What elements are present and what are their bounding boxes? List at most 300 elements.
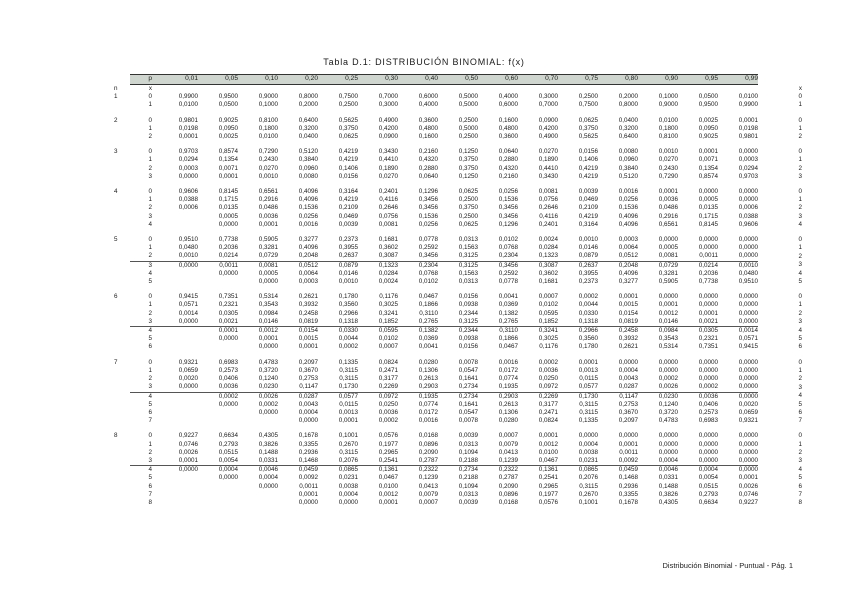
p-value-header: 0,90 <box>638 75 678 85</box>
probability-cell: 0,0500 <box>218 101 238 109</box>
probability-cell: 0,0000 <box>738 244 758 252</box>
probability-cell: 0,0001 <box>738 116 758 124</box>
probability-cell: 0,0000 <box>698 366 718 374</box>
probability-cell: 0,1715 <box>218 196 238 204</box>
p-value-header: 0,75 <box>558 75 598 85</box>
probability-cell <box>158 278 198 286</box>
probability-cell: 0,0000 <box>258 278 278 286</box>
x-value-right: 6 <box>798 343 802 351</box>
x-value: 2 <box>148 448 152 456</box>
probability-cell: 0,0102 <box>498 236 518 244</box>
probability-cell: 0,0486 <box>658 204 678 212</box>
probability-cell: 0,5000 <box>458 93 478 101</box>
probability-cell <box>198 499 238 507</box>
probability-cell: 0,0004 <box>338 490 358 498</box>
probability-cell: 0,0036 <box>658 196 678 204</box>
probability-cell: 0,3355 <box>298 440 318 448</box>
probability-cell: 0,0011 <box>619 448 638 456</box>
probability-cell: 0,0000 <box>738 317 758 325</box>
probability-cell: 0,1354 <box>218 156 238 164</box>
probability-cell: 0,2734 <box>438 466 478 475</box>
probability-cell: 0,3720 <box>658 408 678 416</box>
probability-cell: 0,0000 <box>698 432 718 440</box>
probability-cell: 0,0865 <box>318 466 358 475</box>
probability-cell: 0,7738 <box>218 236 238 244</box>
probability-cell: 0,0000 <box>738 456 758 464</box>
table-row <box>114 252 802 261</box>
probability-cell: 0,3670 <box>298 366 318 374</box>
probability-cell: 0,4116 <box>379 196 398 204</box>
probability-cell: 0,3932 <box>618 335 638 343</box>
x-value: 1 <box>148 301 152 309</box>
x-value-right: 3 <box>798 383 802 391</box>
probability-cell: 0,0146 <box>578 244 598 252</box>
probability-cell <box>158 392 198 401</box>
probability-cell <box>158 474 198 482</box>
probability-cell: 0,7500 <box>338 93 358 101</box>
probability-cell <box>158 327 198 336</box>
probability-cell: 0,0000 <box>738 375 758 383</box>
probability-cell: 0,0256 <box>498 188 518 196</box>
probability-cell: 0,9321 <box>738 417 758 425</box>
probability-cell: 0,3241 <box>378 309 398 317</box>
group-spacer <box>114 352 802 359</box>
table-row <box>114 499 802 507</box>
axis-label-row <box>114 85 802 94</box>
probability-cell: 0,3110 <box>419 309 438 317</box>
probability-cell: 0,7500 <box>578 101 598 109</box>
probability-cell: 0,0002 <box>658 375 678 383</box>
probability-cell: 0,4096 <box>618 212 638 220</box>
probability-cell: 0,2965 <box>378 448 398 456</box>
probability-cell: 0,0001 <box>378 498 398 506</box>
probability-cell: 0,0015 <box>618 301 638 309</box>
table-row <box>114 343 802 351</box>
probability-cell: 0,0400 <box>298 133 318 141</box>
x-label-right: x <box>798 84 802 92</box>
probability-cell <box>158 491 198 499</box>
table-row <box>114 204 802 212</box>
probability-cell: 0,9606 <box>738 220 758 228</box>
probability-cell: 0,1681 <box>378 236 398 244</box>
probability-cell: 0,1176 <box>539 343 558 351</box>
probability-cell: 0,3177 <box>378 375 398 383</box>
probability-cell: 0,9900 <box>178 93 198 101</box>
probability-cell: 0,5625 <box>578 133 598 141</box>
probability-cell: 0,2936 <box>618 482 638 490</box>
probability-cell: 0,0000 <box>218 400 238 408</box>
probability-cell: 0,1852 <box>538 317 558 325</box>
probability-cell: 0,3025 <box>378 301 398 309</box>
probability-cell: 0,2430 <box>658 164 678 172</box>
probability-cell: 0,0778 <box>498 278 518 286</box>
probability-cell: 0,0000 <box>698 244 718 252</box>
probability-cell: 0,0004 <box>658 456 678 464</box>
probability-cell: 0,0571 <box>738 335 758 343</box>
probability-cell: 0,0000 <box>218 220 238 228</box>
probability-cell: 0,0000 <box>658 293 678 301</box>
x-value: 1 <box>148 101 152 109</box>
probability-cell: 0,9703 <box>178 148 198 156</box>
probability-cell: 0,0287 <box>618 383 638 391</box>
probability-cell: 0,3840 <box>298 156 318 164</box>
probability-cell: 0,0081 <box>658 252 678 260</box>
table-row <box>114 270 802 278</box>
probability-cell: 0,2500 <box>338 101 358 109</box>
probability-cell: 0,0000 <box>698 456 718 464</box>
table-row <box>114 449 802 457</box>
x-value: 0 <box>148 236 152 244</box>
probability-cell: 0,1361 <box>518 466 558 475</box>
probability-cell: 0,0305 <box>678 327 718 336</box>
probability-cell: 0,1730 <box>558 392 598 401</box>
probability-cell <box>158 213 198 221</box>
probability-cell: 0,0950 <box>218 124 238 132</box>
probability-cell: 0,7290 <box>258 148 278 156</box>
probability-cell: 0,0746 <box>178 440 198 448</box>
table-row <box>114 101 802 109</box>
probability-cell: 0,2787 <box>418 456 438 464</box>
x-value-right: 7 <box>798 490 802 498</box>
header-blank-right <box>758 75 802 85</box>
probability-cell: 0,4783 <box>658 417 678 425</box>
probability-cell: 0,0001 <box>298 490 318 498</box>
probability-cell: 0,6000 <box>418 93 438 101</box>
probability-cell: 0,9025 <box>698 133 718 141</box>
probability-cell: 0,1147 <box>299 383 318 391</box>
probability-cell: 0,3560 <box>338 301 358 309</box>
probability-cell: 0,8145 <box>218 188 238 196</box>
probability-cell: 0,0313 <box>458 278 478 286</box>
probability-cell: 0,0950 <box>698 124 718 132</box>
x-value: 0 <box>148 148 152 156</box>
probability-cell: 0,2471 <box>378 366 398 374</box>
probability-cell: 0,4219 <box>338 156 358 164</box>
table-row <box>114 457 802 466</box>
probability-cell: 0,3115 <box>579 408 598 416</box>
table-row <box>114 125 802 133</box>
x-value-right: 0 <box>798 148 802 156</box>
x-value-right: 1 <box>798 366 802 374</box>
probability-cell: 0,0000 <box>178 317 198 325</box>
probability-cell: 0,0250 <box>538 375 558 383</box>
table-row <box>114 196 802 204</box>
table-row <box>114 221 802 229</box>
probability-cell: 0,0002 <box>578 293 598 301</box>
probability-cell: 0,3602 <box>538 269 558 277</box>
probability-cell: 0,0230 <box>258 383 278 391</box>
probability-cell: 0,0100 <box>538 448 558 456</box>
probability-cell: 0,0900 <box>378 133 398 141</box>
probability-cell: 0,0459 <box>598 466 638 475</box>
probability-cell: 0,0001 <box>538 432 558 440</box>
probability-cell: 0,0013 <box>338 408 358 416</box>
x-value: 0 <box>148 293 152 301</box>
probability-cell: 0,9801 <box>738 133 758 141</box>
probability-cell: 0,2160 <box>418 148 438 156</box>
probability-cell <box>238 417 278 425</box>
probability-cell: 0,2966 <box>558 327 598 336</box>
probability-cell: 0,0007 <box>498 432 518 440</box>
probability-cell: 0,3125 <box>458 252 478 260</box>
probability-cell: 0,2373 <box>338 236 358 244</box>
x-value: 2 <box>148 164 152 172</box>
probability-cell: 0,3456 <box>498 212 518 220</box>
probability-cell: 0,0230 <box>638 392 678 401</box>
probability-cell: 0,1239 <box>498 456 518 464</box>
probability-cell: 0,8574 <box>698 172 718 180</box>
page-footer: Distribución Binomial - Puntual - Pág. 1 <box>662 561 793 570</box>
probability-cell: 0,0081 <box>378 220 398 228</box>
probability-cell: 0,0000 <box>658 440 678 448</box>
probability-cell: 0,1250 <box>458 172 478 180</box>
probability-cell: 0,2188 <box>458 474 478 482</box>
probability-cell: 0,0577 <box>578 383 598 391</box>
x-value: 2 <box>148 252 152 260</box>
probability-cell: 0,2541 <box>538 474 558 482</box>
probability-cell: 0,0000 <box>298 498 318 506</box>
probability-cell: 0,0081 <box>238 261 278 270</box>
probability-cell <box>198 417 238 425</box>
probability-cell: 0,3115 <box>339 448 358 456</box>
probability-cell: 0,1563 <box>458 244 478 252</box>
probability-cell: 0,0000 <box>738 383 758 391</box>
probability-cell: 0,0002 <box>258 400 278 408</box>
probability-cell: 0,0729 <box>258 252 278 260</box>
probability-cell: 0,0000 <box>218 269 238 277</box>
probability-cell: 0,0020 <box>738 400 758 408</box>
probability-cell: 0,9227 <box>738 498 758 506</box>
probability-cell: 0,2109 <box>338 204 358 212</box>
probability-cell: 0,3600 <box>498 133 518 141</box>
probability-cell: 0,0879 <box>578 252 598 260</box>
p-value-header: 0,80 <box>598 75 638 85</box>
probability-cell: 0,3456 <box>498 204 518 212</box>
probability-cell: 0,8000 <box>618 101 638 109</box>
probability-cell: 0,1488 <box>258 448 278 456</box>
probability-cell: 0,0480 <box>738 269 758 277</box>
probability-cell: 0,0146 <box>258 317 278 325</box>
probability-cell: 0,0413 <box>498 448 518 456</box>
probability-cell: 0,0004 <box>578 440 598 448</box>
probability-cell: 0,6561 <box>258 188 278 196</box>
table-row <box>114 466 802 475</box>
x-value: 4 <box>130 466 158 475</box>
probability-cell: 0,0001 <box>298 343 318 351</box>
probability-cell: 0,0168 <box>418 432 438 440</box>
probability-cell: 0,1094 <box>458 448 478 456</box>
probability-cell: 0,5000 <box>458 101 478 109</box>
probability-cell: 0,2458 <box>298 309 318 317</box>
probability-cell: 0,0294 <box>738 164 758 172</box>
probability-cell: 0,0004 <box>618 366 638 374</box>
table-row <box>114 335 802 343</box>
probability-cell: 0,1715 <box>698 212 718 220</box>
probability-cell: 0,0960 <box>298 164 318 172</box>
probability-cell: 0,0214 <box>218 252 238 260</box>
probability-cell: 0,2000 <box>298 101 318 109</box>
probability-cell: 0,0469 <box>338 212 358 220</box>
x-value-right: 1 <box>798 156 802 164</box>
probability-cell: 0,0000 <box>738 252 758 260</box>
probability-cell: 0,0000 <box>338 498 358 506</box>
probability-cell: 0,0001 <box>658 188 678 196</box>
x-value: 0 <box>148 93 152 101</box>
probability-cell: 0,0005 <box>218 212 238 220</box>
probability-cell: 0,2646 <box>378 204 398 212</box>
probability-cell: 0,0004 <box>298 408 318 416</box>
probability-cell: 0,5120 <box>298 148 318 156</box>
x-value: 1 <box>148 440 152 448</box>
probability-cell: 0,3115 <box>579 400 598 408</box>
probability-cell: 0,0000 <box>738 293 758 301</box>
probability-cell: 0,2793 <box>698 490 718 498</box>
x-value-right: 3 <box>798 212 802 220</box>
x-value-right: 2 <box>798 204 802 212</box>
probability-cell: 0,0000 <box>738 448 758 456</box>
probability-cell: 0,1094 <box>458 482 478 490</box>
x-value: 1 <box>148 244 152 252</box>
probability-cell <box>198 343 238 351</box>
probability-cell: 0,4096 <box>298 188 318 196</box>
x-value: 2 <box>148 204 152 212</box>
probability-cell: 0,1935 <box>498 383 518 391</box>
probability-cell: 0,0330 <box>318 327 358 336</box>
x-value-right: 0 <box>798 236 802 244</box>
probability-cell: 0,0146 <box>658 317 678 325</box>
probability-cell: 0,0659 <box>738 408 758 416</box>
probability-cell: 0,0256 <box>618 196 638 204</box>
probability-cell: 0,0900 <box>538 116 558 124</box>
probability-cell: 0,2500 <box>458 196 478 204</box>
header-blank-n <box>114 75 130 85</box>
probability-cell: 0,4219 <box>338 196 358 204</box>
probability-cell: 0,0000 <box>578 432 598 440</box>
probability-cell: 0,0198 <box>178 124 198 132</box>
probability-cell: 0,2613 <box>498 400 518 408</box>
probability-cell: 0,0011 <box>299 482 318 490</box>
probability-cell: 0,1318 <box>578 317 598 325</box>
x-value-right: 4 <box>798 220 802 228</box>
probability-cell: 0,4096 <box>618 269 638 277</box>
probability-cell: 0,4219 <box>578 212 598 220</box>
probability-cell: 0,0000 <box>698 448 718 456</box>
probability-cell: 0,0512 <box>278 261 318 270</box>
probability-cell: 0,1536 <box>618 204 638 212</box>
probability-cell: 0,0044 <box>578 301 598 309</box>
probability-cell: 0,1318 <box>338 317 358 325</box>
probability-cell: 0,1240 <box>658 400 678 408</box>
probability-cell: 0,3750 <box>458 164 478 172</box>
x-value: 4 <box>130 392 158 401</box>
probability-cell: 0,3110 <box>478 327 518 336</box>
probability-cell: 0,0000 <box>178 172 198 180</box>
probability-cell: 0,1600 <box>498 116 518 124</box>
probability-cell: 0,0007 <box>538 293 558 301</box>
probability-cell: 0,3456 <box>478 261 518 270</box>
probability-cell: 0,0406 <box>698 400 718 408</box>
probability-cell: 0,1306 <box>498 408 518 416</box>
probability-cell: 0,0025 <box>698 116 718 124</box>
table-row <box>114 432 802 440</box>
probability-cell: 0,0256 <box>418 220 438 228</box>
x-value-right: 1 <box>798 124 802 132</box>
probability-cell: 0,0000 <box>718 392 758 401</box>
n-value: 1 <box>114 93 118 101</box>
probability-cell: 0,0024 <box>538 236 558 244</box>
probability-cell: 0,0115 <box>579 375 598 383</box>
probability-cell: 0,2880 <box>418 164 438 172</box>
probability-cell: 0,7000 <box>378 93 398 101</box>
probability-cell: 0,5905 <box>258 236 278 244</box>
probability-cell: 0,2541 <box>378 456 398 464</box>
probability-cell: 0,0214 <box>678 261 718 270</box>
probability-cell: 0,2322 <box>478 466 518 475</box>
probability-cell: 0,0010 <box>718 261 758 270</box>
probability-cell: 0,1354 <box>698 164 718 172</box>
probability-cell: 0,4783 <box>258 358 278 366</box>
probability-cell: 0,0000 <box>698 188 718 196</box>
probability-cell: 0,2916 <box>658 212 678 220</box>
probability-cell: 0,0865 <box>558 466 598 475</box>
probability-cell: 0,9900 <box>738 101 758 109</box>
probability-cell: 0,4200 <box>378 124 398 132</box>
probability-cell: 0,0005 <box>698 196 718 204</box>
probability-cell: 0,8574 <box>218 148 238 156</box>
probability-cell: 0,1890 <box>378 164 398 172</box>
probability-cell: 0,1678 <box>618 498 638 506</box>
table-row <box>114 441 802 449</box>
probability-cell: 0,0016 <box>498 358 518 366</box>
probability-cell: 0,3087 <box>518 261 558 270</box>
probability-cell: 0,2090 <box>498 482 518 490</box>
x-value-right: 3 <box>798 172 802 180</box>
probability-cell: 0,4800 <box>498 124 518 132</box>
probability-cell: 0,0036 <box>378 408 398 416</box>
probability-cell: 0,0025 <box>218 133 238 141</box>
probability-cell: 0,9321 <box>178 358 198 366</box>
probability-cell: 0,0500 <box>698 93 718 101</box>
probability-cell: 0,4116 <box>539 212 558 220</box>
probability-cell: 0,0010 <box>178 252 198 260</box>
probability-cell: 0,0012 <box>238 327 278 336</box>
probability-cell: 0,4219 <box>578 172 598 180</box>
probability-cell: 0,2734 <box>458 383 478 391</box>
probability-cell: 0,9227 <box>178 432 198 440</box>
probability-cell: 0,6634 <box>698 498 718 506</box>
probability-cell: 0,0469 <box>578 196 598 204</box>
probability-cell <box>238 491 278 499</box>
probability-cell: 0,0080 <box>618 148 638 156</box>
table-row <box>114 474 802 482</box>
probability-cell: 0,0100 <box>658 116 678 124</box>
x-value-right: 7 <box>798 417 802 425</box>
probability-cell: 0,0284 <box>378 269 398 277</box>
probability-cell: 0,0001 <box>658 301 678 309</box>
probability-cell: 0,0011 <box>198 261 238 270</box>
probability-cell: 0,0515 <box>698 482 718 490</box>
x-value: 1 <box>148 366 152 374</box>
probability-cell: 0,0001 <box>198 327 238 336</box>
probability-cell: 0,1382 <box>498 309 518 317</box>
probability-cell: 0,0000 <box>658 448 678 456</box>
probability-cell: 0,0021 <box>698 317 718 325</box>
probability-cell: 0,0043 <box>618 375 638 383</box>
probability-cell: 0,0640 <box>418 172 438 180</box>
probability-cell: 0,2793 <box>218 440 238 448</box>
probability-cell: 0,3277 <box>618 278 638 286</box>
probability-cell: 0,3025 <box>538 335 558 343</box>
